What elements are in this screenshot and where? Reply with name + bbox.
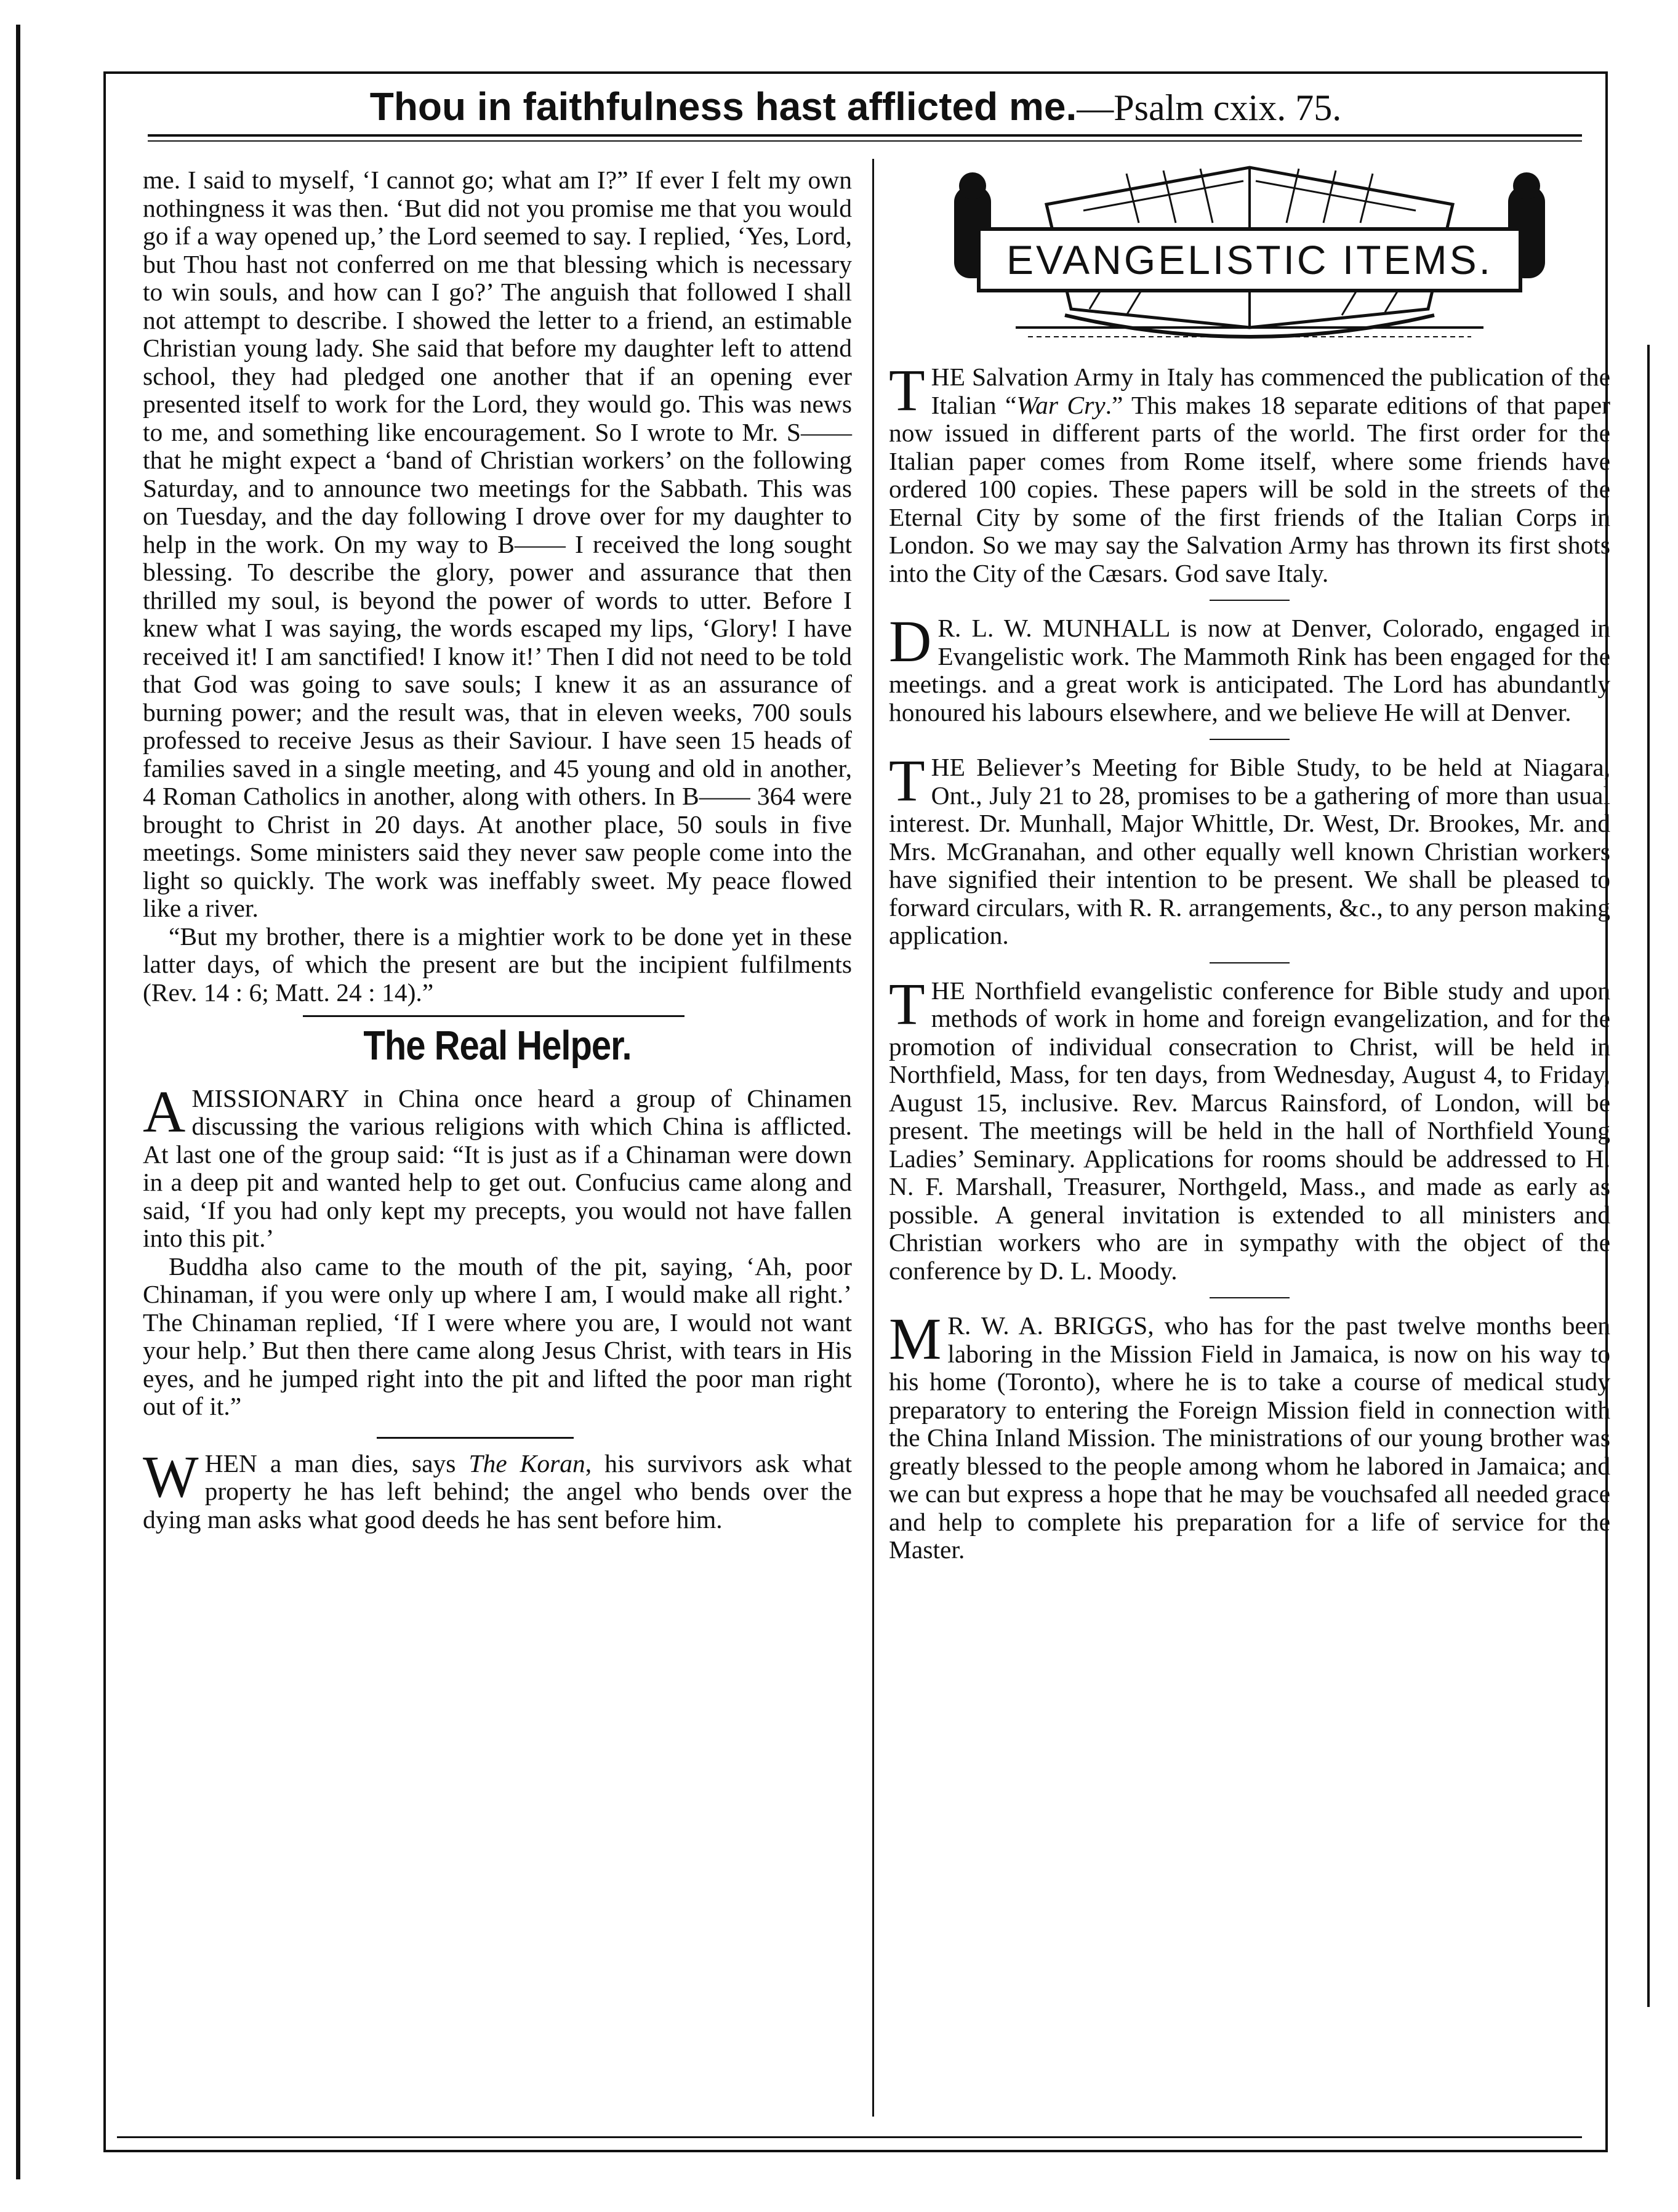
running-head-motto: Thou in faithfulness hast afflicted me. <box>369 84 1077 129</box>
continuation-quote: “But my brother, there is a mightier work to be done yet in these latter days, of which the present are but the incipient fulfilments (Rev. 14 : 6; Matt. 24 : 14).” <box>143 922 852 1007</box>
news-item-munhall <box>889 608 1610 726</box>
news-item-briggs <box>889 1306 1610 1564</box>
drop-cap: D <box>889 608 932 674</box>
drop-cap: T <box>889 357 925 423</box>
news-item-believers-meeting <box>889 747 1610 950</box>
left-column <box>143 166 852 1534</box>
right-column <box>889 357 1610 1564</box>
section-title-real-helper: The Real Helper. <box>363 1023 632 1069</box>
banner-title: EVANGELISTIC ITEMS. <box>1006 237 1493 283</box>
column-divider <box>872 159 874 2117</box>
real-helper-paragraph-2: Buddha also came to the mouth of the pit, saying, ‘Ah, poor Chinaman, if you were only up where I am, I would make all right.’ The Chinaman replied, ‘If I were where you are, I would not want your help.’ But then there came along Jesus Christ, with tears in His eyes, and he jumped right into the pit and lifted the poor man right out of it.” <box>143 1252 852 1420</box>
page-edge-rule-right <box>1647 345 1650 2007</box>
news-item-text: R. W. A. BRIGGS, who has for the past twelve months been laboring in the Mission Field in Jamaica, is now on his way to his home (Toronto), where he is to take a course of medical study preparatory to entering the Foreign Mission field in connection with the China Inland Mission. The ministrations of our young brother was greatly blessed to the people among whom he labored in Jamaica; and we can but express a hope that he may be vouchsafed all needed grace and help to complete his preparation for a life of service for the Master. <box>889 1311 1610 1564</box>
news-item-italic: War Cry <box>1016 390 1106 419</box>
koran-lead: HEN a man dies, says <box>204 1449 469 1478</box>
drop-cap: W <box>143 1443 199 1510</box>
page-edge-rule <box>16 25 20 2179</box>
koran-paragraph <box>143 1443 852 1534</box>
real-helper-text: MISSIONARY in China once heard a group of Chinamen discussing the various religions with which China is afflicted. At last one of the group said: “It is just as if a Chinaman were down in a deep pit and wanted help to get out. Confucius came along and said, ‘If you had only kept my precepts, you would not have fallen into this pit.’ <box>143 1084 852 1252</box>
section-divider <box>303 1015 684 1017</box>
item-divider <box>1210 962 1290 963</box>
item-divider <box>1210 600 1290 601</box>
news-item-northfield <box>889 970 1610 1285</box>
item-divider <box>1210 739 1290 740</box>
news-item-text: HE Believer’s Meeting for Bible Study, to be held at Niagara, Ont., July 21 to 28, promises to be a gathering of more than usual interest. Dr. Munhall, Major Whittle, Dr. West, Dr. Brookes, Mr. and Mrs. McGranahan, and other equally well known Christian workers have signified their intention to be present. We shall be pleased to forward circulars, with R. R. arrangements, &c., to any person making application. <box>889 753 1610 949</box>
bottom-rule <box>117 2136 1582 2138</box>
drop-cap: M <box>889 1306 942 1372</box>
running-head-reference: —Psalm cxix. 75. <box>1077 87 1342 128</box>
drop-cap: T <box>889 747 925 813</box>
real-helper-paragraph <box>143 1078 852 1253</box>
koran-source: The Koran <box>468 1449 585 1478</box>
news-item-salvation-army <box>889 357 1610 587</box>
news-item-text: HE Northfield evangelistic conference for Bible study and upon methods of work in home and foreign evangelization, and for the promotion of individual consecration to Christ, will be held in Northfield, Mass, for ten days, from Wednesday, August 4, to Friday, August 15, inclusive. Rev. Marcus Rainsford, of London, will be present. The meetings will be held in the hall of Northfield Young Ladies’ Seminary. Applications for rooms should be addressed to H. N. F. Marshall, Treasurer, Northgeld, Mass., and made as early as possible. A general invitation is extended to all ministers and Christian workers who are in sympathy with the object of the conference by D. L. Moody. <box>889 976 1610 1285</box>
item-divider <box>377 1437 574 1439</box>
drop-cap: T <box>889 970 925 1037</box>
news-item-lead: HE Salvation Army in Italy has commenced the publication of the Italian “ <box>931 363 1610 419</box>
header-rule <box>148 134 1582 137</box>
news-item-rest: .” This makes 18 separate editions of that paper now issued in different parts of the world. The first order for the Italian paper comes from Rome itself, where some friends have ordered 100 copies. These papers will be sold in the streets of the Eternal City by some of the first friends of the Italian Corps in London. So we may say the Salvation Army has thrown its first shots into the City of the Cæsars. God save Italy. <box>889 390 1610 587</box>
running-head <box>103 79 1608 135</box>
drop-cap: A <box>143 1078 186 1144</box>
news-item-text: R. L. W. MUNHALL is now at Denver, Colorado, engaged in Evangelistic work. The Mammoth Rink has been engaged for the meetings. and a great work is anticipated. The Lord has abundantly honoured his labours elsewhere, and we believe He will at Denver. <box>889 614 1610 726</box>
header-rule-thin <box>148 140 1582 142</box>
item-divider <box>1210 1297 1290 1298</box>
koran-rest: , his survivors ask what property he has left behind; the angel who bends over the dying man asks what good deeds he has sent before him. <box>143 1449 852 1534</box>
continuation-paragraph: me. I said to myself, ‘I cannot go; what am I?” If ever I felt my own nothingness it was then. ‘But did not you promise me that you would go if a way opened up,’ the Lord seemed to say. I replied, ‘Yes, Lord, but Thou hast not conferred on me that blessing which is necessary to win souls, and how can I go?’ The anguish that followed I shall not attempt to describe. I showed the letter to a friend, an estimable Christian young lady. She said that before my daughter left to attend school, they had pledged one another that if an opening ever presented itself to work for the Lord, they would go. This was news to me, and something like encouragement. So I wrote to Mr. S—— that he might expect a ‘band of Christian workers’ on the following Saturday, and to announce two meetings for the Sabbath. This was on Tuesday, and the day following I drove over for my daughter to help in the work. On my way to B—— I received the long sought blessing. To describe the glory, power and assurance that then thrilled my soul, is beyond the power of words to utter. Before I knew what I was saying, the words escaped my lips, ‘Glory! I have received it! I am sanctified! I know it!’ Then I did not need to be told that God was going to save souls; I knew it as an assurance of burning power; and the result was, that in eleven weeks, 700 souls professed to receive Jesus as their Saviour. I have seen 15 heads of families saved in a single meeting, and 45 young and old in another, 4 Roman Catholics in another, along with others. In B—— 364 were brought to Christ in 20 days. At another place, 50 souls in five meetings. Some ministers said they never saw people come into the light so quickly. The work was ineffably sweet. My peace flowed like a river. <box>143 166 852 922</box>
